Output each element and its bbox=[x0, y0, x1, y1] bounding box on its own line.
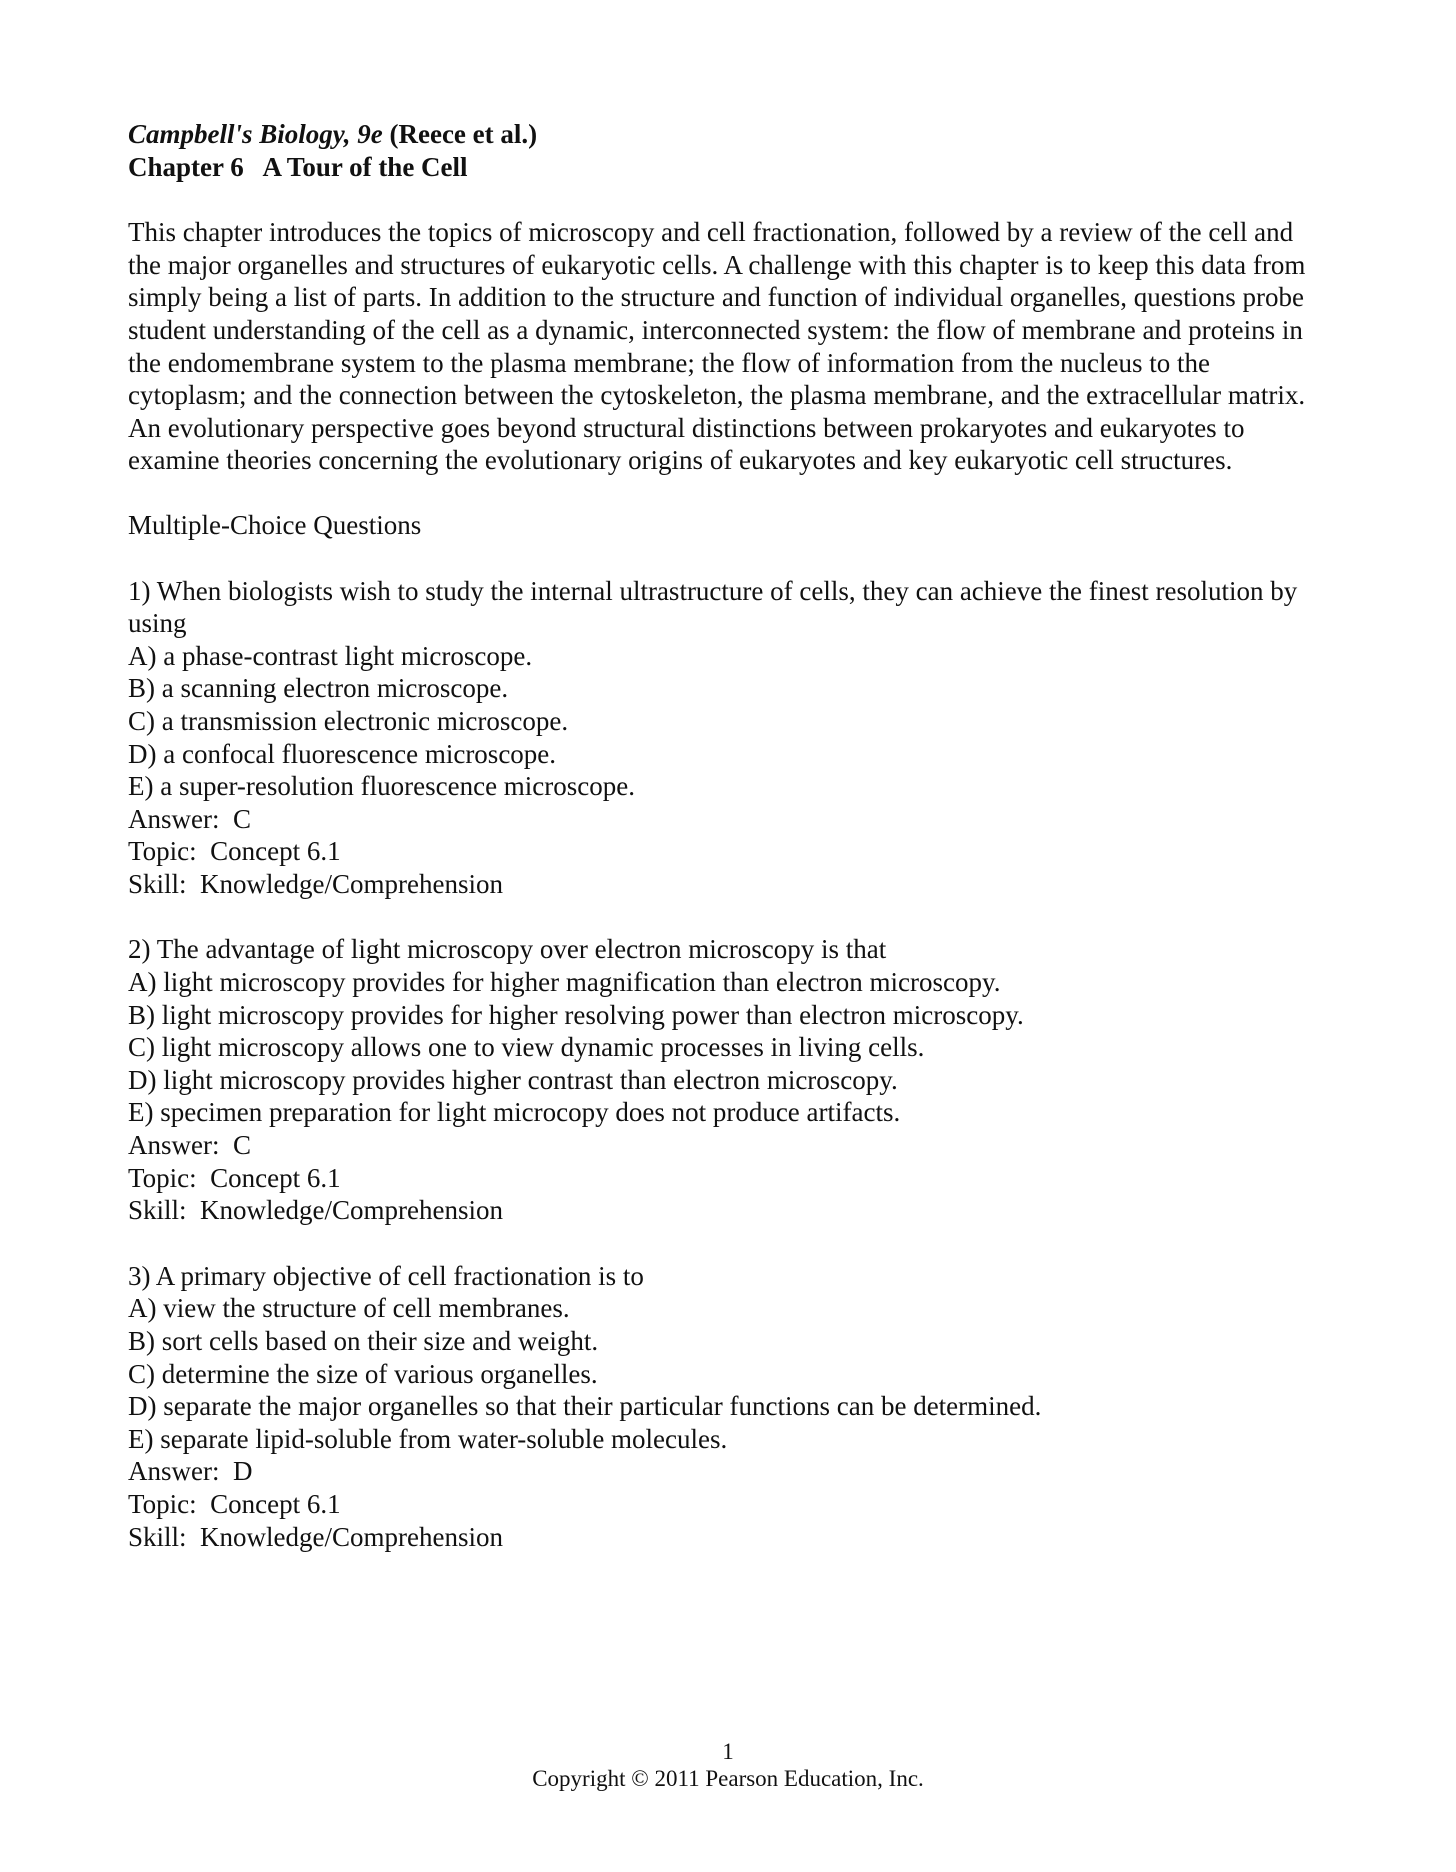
question-stem: 2) The advantage of light microscopy over electron microscopy is that bbox=[128, 934, 887, 965]
option-d: D) a confocal fluorescence microscope. bbox=[128, 738, 557, 769]
option-a: A) view the structure of cell membranes. bbox=[128, 1293, 570, 1324]
question-stem: 1) When biologists wish to study the internal ultrastructure of cells, they can achieve the finest resolution by using bbox=[128, 575, 1298, 639]
question-2 bbox=[128, 933, 1328, 1226]
chapter-intro: This chapter introduces the topics of microscopy and cell fractionation, followed by a review of the cell and the major organelles and structures of eukaryotic cells. A challenge with this chapter is to keep this data from simply being a list of parts. In addition to the structure and function of individual organelles, questions probe student understanding of the cell as a dynamic, interconnected system: the flow of membrane and proteins in the endomembrane system to the plasma membrane; the flow of information from the nucleus to the cytoplasm; and the connection between the cytoskeleton, the plasma membrane, and the extracellular matrix. An evolutionary perspective goes beyond structural distinctions between prokaryotes and eukaryotes to examine theories concerning the evolutionary origins of eukaryotes and key eukaryotic cell structures. bbox=[128, 217, 1306, 476]
option-d: D) light microscopy provides higher contrast than electron microscopy. bbox=[128, 1064, 898, 1095]
skill: Skill: Knowledge/Comprehension bbox=[128, 1195, 503, 1226]
option-e: E) separate lipid-soluble from water-soluble molecules. bbox=[128, 1423, 728, 1454]
skill: Skill: Knowledge/Comprehension bbox=[128, 868, 503, 899]
option-e: E) specimen preparation for light microcopy does not produce artifacts. bbox=[128, 1097, 901, 1128]
book-title-line bbox=[128, 118, 1328, 151]
chapter-title: Chapter 6 A Tour of the Cell bbox=[128, 151, 468, 182]
question-1 bbox=[128, 575, 1328, 901]
option-e: E) a super-resolution fluorescence microscope. bbox=[128, 771, 636, 802]
answer: Answer: C bbox=[128, 1130, 251, 1161]
answer: Answer: D bbox=[128, 1456, 253, 1487]
option-c: C) determine the size of various organelles. bbox=[128, 1358, 598, 1389]
topic: Topic: Concept 6.1 bbox=[128, 1162, 341, 1193]
option-d: D) separate the major organelles so that their particular functions can be determined. bbox=[128, 1391, 1042, 1422]
page-number: 1 bbox=[722, 1739, 734, 1764]
option-b: B) a scanning electron microscope. bbox=[128, 673, 509, 704]
section-heading: Multiple-Choice Questions bbox=[128, 509, 422, 540]
book-title: Campbell's Biology, 9e bbox=[128, 119, 383, 149]
option-b: B) sort cells based on their size and weight. bbox=[128, 1326, 599, 1356]
skill: Skill: Knowledge/Comprehension bbox=[128, 1521, 503, 1552]
option-b: B) light microscopy provides for higher resolving power than electron microscopy. bbox=[128, 999, 1024, 1030]
option-a: A) light microscopy provides for higher magnification than electron microscopy. bbox=[128, 967, 1001, 998]
page-content bbox=[128, 118, 1328, 1553]
copyright-notice: Copyright © 2011 Pearson Education, Inc. bbox=[532, 1766, 924, 1791]
book-authors: (Reece et al.) bbox=[382, 119, 538, 149]
option-c: C) a transmission electronic microscope. bbox=[128, 705, 569, 736]
option-c: C) light microscopy allows one to view dynamic processes in living cells. bbox=[128, 1032, 925, 1063]
option-a: A) a phase-contrast light microscope. bbox=[128, 640, 533, 671]
question-stem: 3) A primary objective of cell fractionation is to bbox=[128, 1260, 644, 1291]
question-3 bbox=[128, 1260, 1328, 1553]
answer: Answer: C bbox=[128, 803, 251, 834]
topic: Topic: Concept 6.1 bbox=[128, 1488, 341, 1519]
topic: Topic: Concept 6.1 bbox=[128, 836, 341, 867]
